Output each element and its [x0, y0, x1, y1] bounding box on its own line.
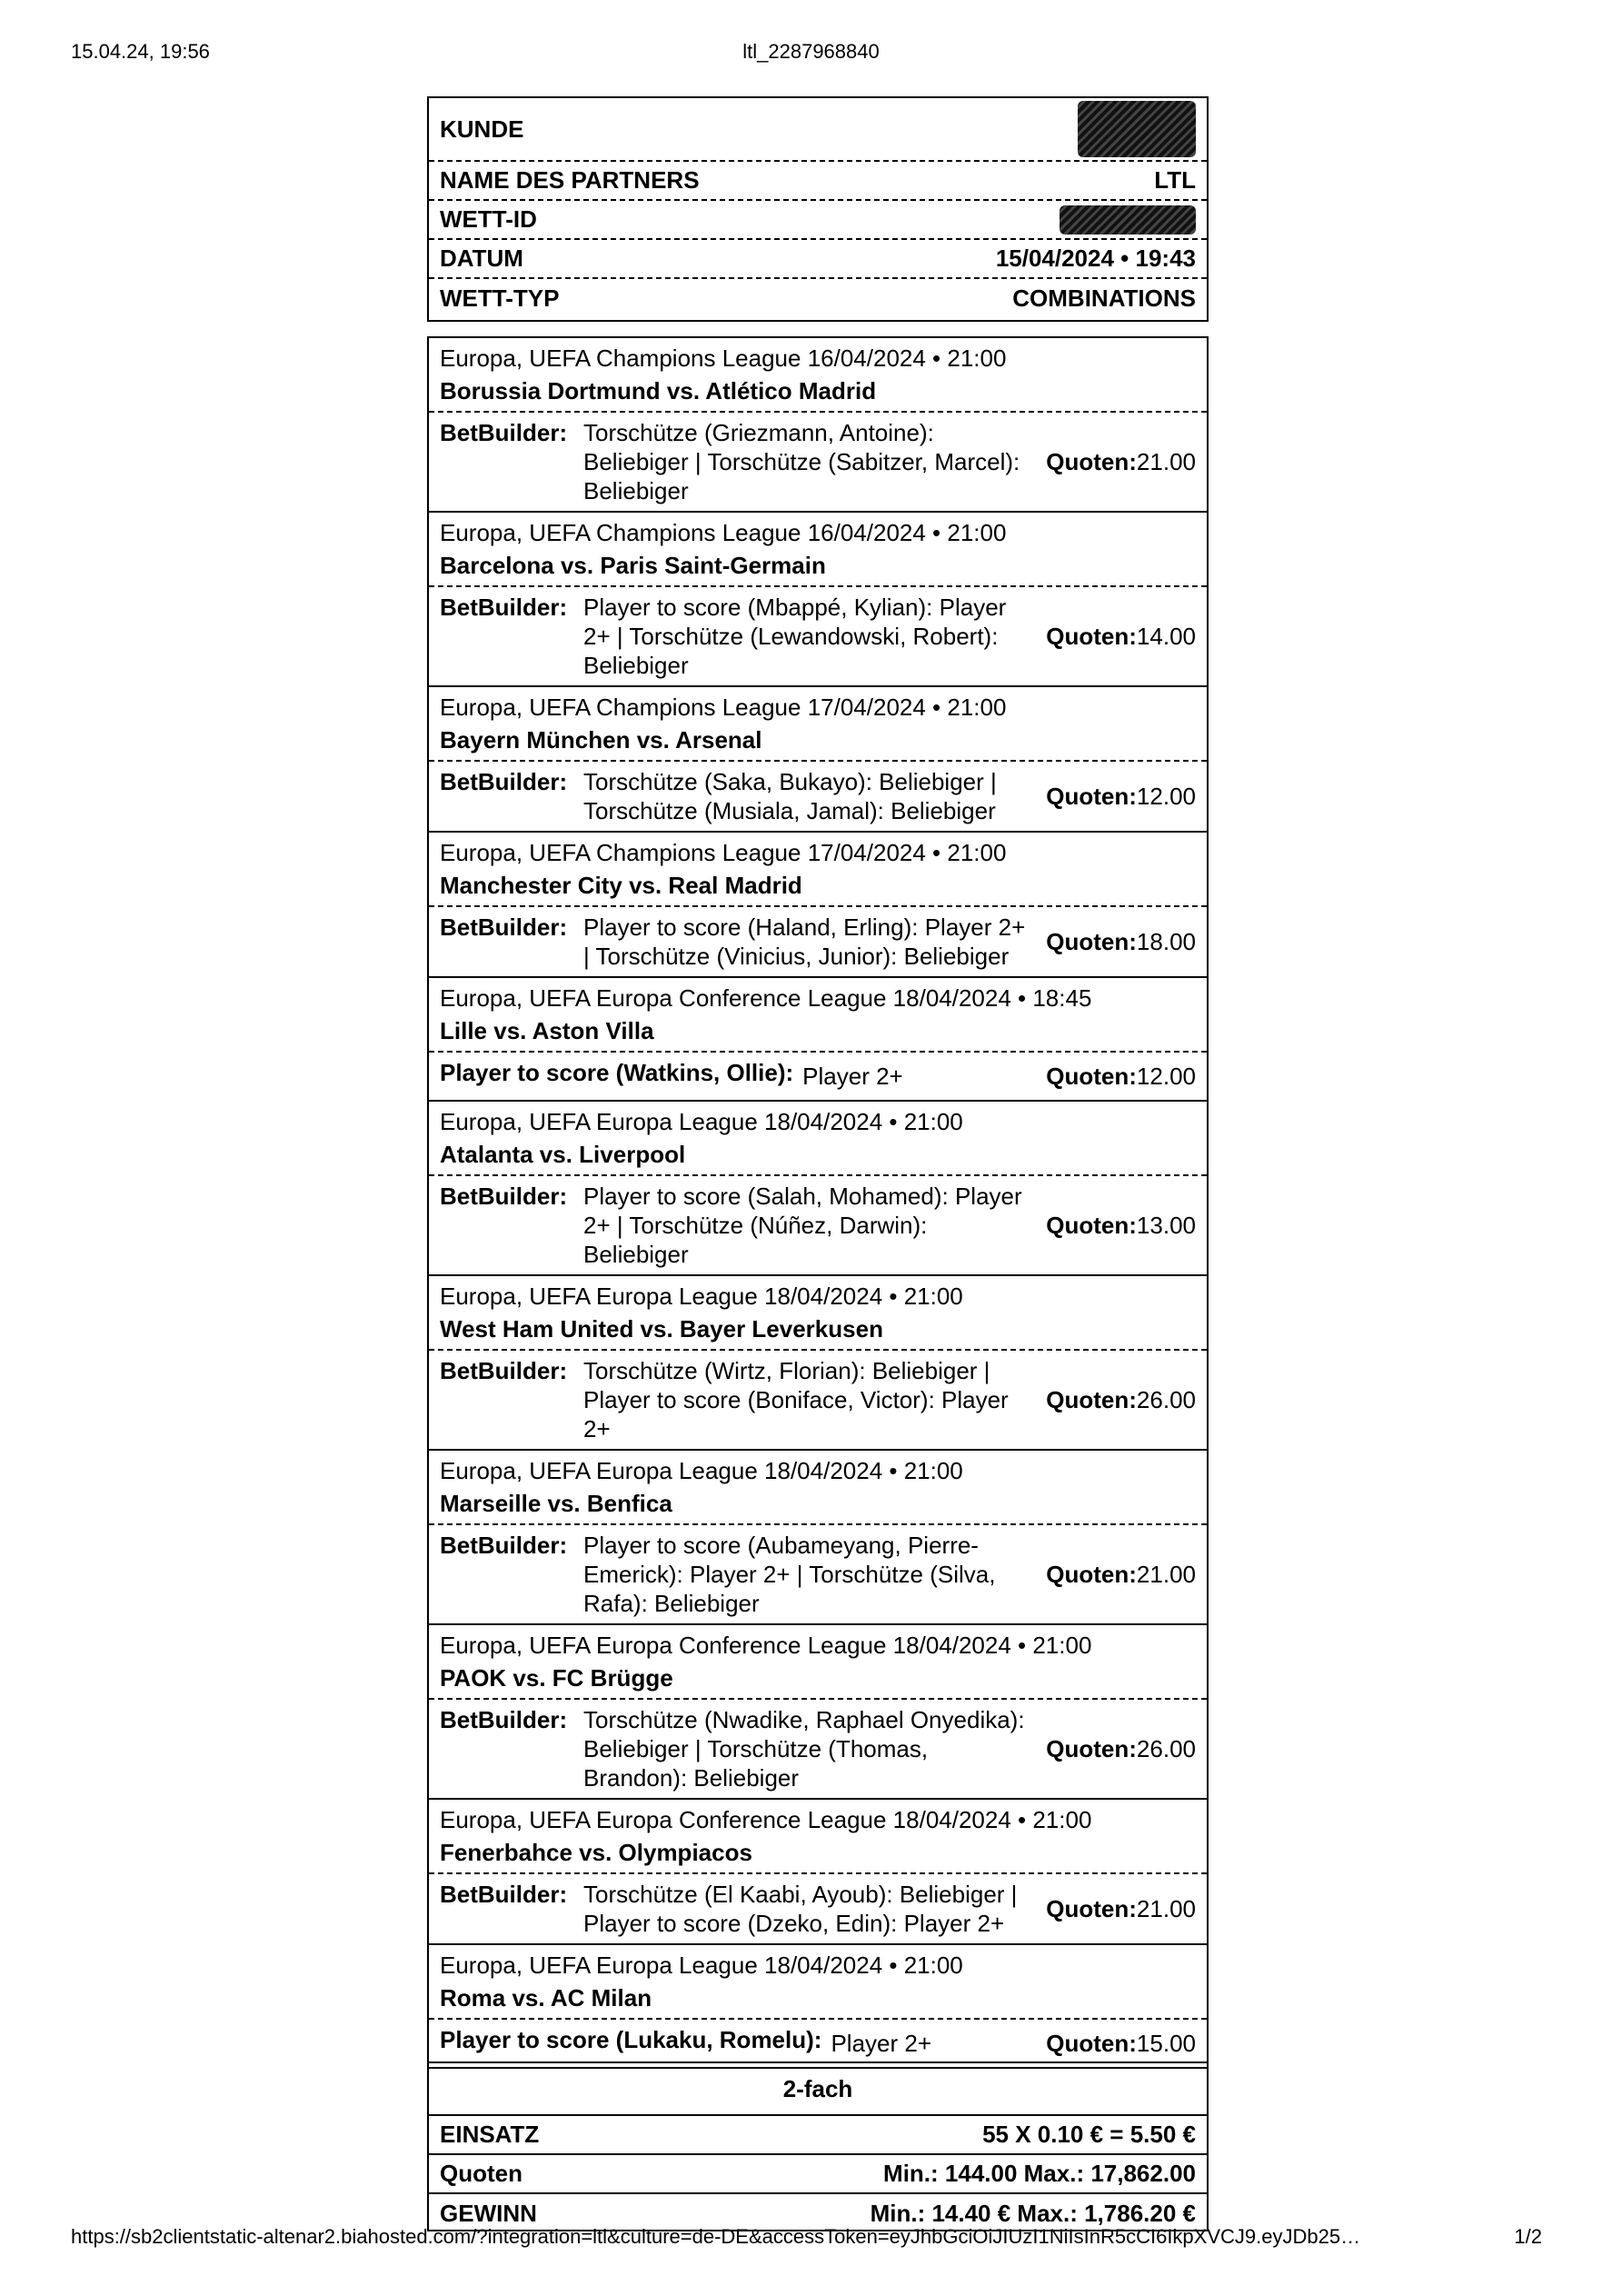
summary-row-einsatz — [429, 2116, 1207, 2155]
match-name: Marseille vs. Benfica — [440, 1490, 672, 1517]
odds-value: 26.00 — [1136, 1735, 1196, 1762]
odds-label: Quoten: — [1046, 1735, 1137, 1762]
odds-label: Quoten: — [1046, 1386, 1137, 1413]
selection-header — [429, 1800, 1207, 1874]
odds-value: 21.00 — [1136, 1895, 1196, 1922]
selection-header — [429, 1451, 1207, 1525]
competition-info: Europa, UEFA Europa League 18/04/2024 • 21:00 — [440, 1283, 963, 1310]
competition-info: Europa, UEFA Europa League 18/04/2024 • 21:00 — [440, 1952, 963, 1979]
bet-description: Torschütze (Wirtz, Florian): Beliebiger | Player to score (Boniface, Victor): Player 2+ — [583, 1357, 1009, 1442]
competition-info: Europa, UEFA Europa League 18/04/2024 • 21:00 — [440, 1457, 963, 1484]
odds-label: Quoten: — [1046, 1212, 1137, 1239]
datum-label: DATUM — [440, 245, 523, 272]
selection-header — [429, 513, 1207, 587]
bet-description: Player 2+ — [802, 1063, 903, 1090]
competition-info: Europa, UEFA Champions League 16/04/2024 • 21:00 — [440, 344, 1007, 372]
einsatz-label: EINSATZ — [440, 2121, 540, 2148]
selection-header — [429, 1276, 1207, 1351]
match-name: PAOK vs. FC Brügge — [440, 1664, 673, 1692]
bet-line — [429, 587, 1207, 685]
match-name: Barcelona vs. Paris Saint-Germain — [440, 552, 826, 579]
bet-label: BetBuilder: — [440, 1881, 568, 1908]
odds — [1046, 782, 1196, 811]
gewinn-value: Min.: 14.40 € Max.: 1,786.20 € — [870, 2200, 1196, 2227]
bet-description: Torschütze (Saka, Bukayo): Beliebiger | Torschütze (Musiala, Jamal): Beliebiger — [583, 768, 997, 824]
odds-label: Quoten: — [1046, 2030, 1137, 2057]
odds-value: 15.00 — [1136, 2030, 1196, 2057]
gewinn-label: GEWINN — [440, 2200, 537, 2227]
print-url: https://sb2clientstatic-altenar2.biahosted.com/?integration=ltl&culture=de-DE&accessToken=eyJhbGciOiJIUzI1NiIsInR5cCI6IkpXVCJ9.eyJDb25… — [71, 2225, 1361, 2248]
bet-description: Player 2+ — [831, 2030, 932, 2057]
match-name: Lille vs. Aston Villa — [440, 1017, 654, 1044]
odds-label: Quoten: — [1046, 448, 1137, 475]
odds-value: 13.00 — [1136, 1212, 1196, 1239]
wett-typ-label: WETT-TYP — [440, 285, 560, 312]
match-name: Manchester City vs. Real Madrid — [440, 872, 802, 899]
competition-info: Europa, UEFA Europa Conference League 18/04/2024 • 21:00 — [440, 1632, 1092, 1659]
match-name: West Ham United vs. Bayer Leverkusen — [440, 1315, 883, 1343]
selection-header — [429, 1102, 1207, 1176]
info-row-wett-typ — [429, 279, 1207, 318]
selection-header — [429, 1625, 1207, 1700]
bet-line — [429, 413, 1207, 511]
odds — [1046, 1062, 1196, 1091]
bet-line — [429, 1053, 1207, 1100]
partner-label: NAME DES PARTNERS — [440, 166, 700, 194]
bet-description: Player to score (Salah, Mohamed): Player 2+ | Torschütze (Núñez, Darwin): Beliebiger — [583, 1183, 1022, 1268]
competition-info: Europa, UEFA Europa League 18/04/2024 • 21:00 — [440, 1108, 963, 1135]
odds — [1046, 1211, 1196, 1240]
wett-id-label: WETT-ID — [440, 205, 537, 233]
system-type: 2-fach — [429, 2063, 1207, 2116]
bet-label: BetBuilder: — [440, 419, 568, 446]
einsatz-value: 55 X 0.10 € = 5.50 € — [982, 2121, 1196, 2148]
odds-value: 18.00 — [1136, 928, 1196, 955]
bet-label: BetBuilder: — [440, 594, 568, 621]
competition-info: Europa, UEFA Champions League 17/04/2024 • 21:00 — [440, 839, 1007, 866]
bet-description: Torschütze (Nwadike, Raphael Onyedika): Beliebiger | Torschütze (Thomas, Brandon): Beliebiger — [583, 1706, 1025, 1792]
selection — [429, 1276, 1207, 1451]
competition-info: Europa, UEFA Europa Conference League 18/04/2024 • 21:00 — [440, 1806, 1092, 1833]
odds — [1046, 1734, 1196, 1763]
odds-value: 26.00 — [1136, 1386, 1196, 1413]
match-name: Atalanta vs. Liverpool — [440, 1141, 686, 1168]
print-footer — [71, 2225, 1551, 2252]
odds — [1046, 2029, 1196, 2058]
summary-table — [427, 2061, 1209, 2231]
selection — [429, 978, 1207, 1102]
selection-header — [429, 338, 1207, 413]
odds-value: 14.00 — [1136, 623, 1196, 650]
bet-line — [429, 1351, 1207, 1449]
match-name: Borussia Dortmund vs. Atlético Madrid — [440, 377, 877, 404]
odds — [1046, 927, 1196, 956]
odds-value: 12.00 — [1136, 1063, 1196, 1090]
selection-header — [429, 1945, 1207, 2020]
bet-label: BetBuilder: — [440, 913, 568, 941]
datum-value: 15/04/2024 • 19:43 — [995, 245, 1196, 272]
bet-line — [429, 762, 1207, 831]
odds-value: 21.00 — [1136, 1561, 1196, 1588]
summary-row-quoten — [429, 2155, 1207, 2194]
print-title: ltl_2287968840 — [742, 40, 880, 63]
bet-label: BetBuilder: — [440, 1183, 568, 1210]
page-number: 1/2 — [1514, 2225, 1542, 2248]
competition-info: Europa, UEFA Europa Conference League 18/04/2024 • 18:45 — [440, 984, 1092, 1012]
odds — [1046, 447, 1196, 476]
bet-label: BetBuilder: — [440, 1357, 568, 1384]
selection — [429, 513, 1207, 687]
redacted-customer — [1078, 101, 1196, 157]
bet-info-table — [427, 96, 1209, 322]
info-row-partner — [429, 162, 1207, 201]
bet-description: Player to score (Mbappé, Kylian): Player 2+ | Torschütze (Lewandowski, Robert): Beliebiger — [583, 594, 1007, 679]
odds-label: Quoten: — [1046, 1063, 1137, 1090]
bet-line — [429, 1176, 1207, 1274]
bet-label: BetBuilder: — [440, 768, 568, 795]
match-name: Roma vs. AC Milan — [440, 1984, 652, 2011]
odds-label: Quoten: — [1046, 783, 1137, 810]
kunde-label: KUNDE — [440, 115, 524, 143]
bet-description: Torschütze (El Kaabi, Ayoub): Beliebiger | Player to score (Dzeko, Edin): Player 2+ — [583, 1881, 1018, 1937]
print-date: 15.04.24, 19:56 — [71, 40, 210, 63]
bet-label: Player to score (Watkins, Ollie): — [440, 1059, 794, 1086]
info-row-datum — [429, 240, 1207, 279]
selection — [429, 1945, 1207, 2067]
selection — [429, 1102, 1207, 1276]
selections-table — [427, 336, 1209, 2069]
odds-value: 12.00 — [1136, 783, 1196, 810]
quoten-label: Quoten — [440, 2160, 522, 2187]
odds-label: Quoten: — [1046, 1561, 1137, 1588]
wett-typ-value: COMBINATIONS — [1012, 285, 1196, 312]
partner-value: LTL — [1154, 166, 1196, 194]
selection — [429, 338, 1207, 513]
print-header — [71, 40, 1551, 67]
selection-header — [429, 978, 1207, 1053]
match-name: Bayern München vs. Arsenal — [440, 726, 762, 754]
competition-info: Europa, UEFA Champions League 16/04/2024 • 21:00 — [440, 519, 1007, 546]
odds — [1046, 1385, 1196, 1414]
bet-label: Player to score (Lukaku, Romelu): — [440, 2026, 822, 2053]
selection — [429, 1800, 1207, 1945]
bet-line — [429, 907, 1207, 976]
selection — [429, 687, 1207, 833]
selection-header — [429, 687, 1207, 762]
selection — [429, 833, 1207, 978]
odds-label: Quoten: — [1046, 1895, 1137, 1922]
bet-description: Torschütze (Griezmann, Antoine): Beliebiger | Torschütze (Sabitzer, Marcel): Beliebiger — [583, 419, 1020, 504]
quoten-value: Min.: 144.00 Max.: 17,862.00 — [883, 2160, 1196, 2187]
bet-label: BetBuilder: — [440, 1706, 568, 1733]
info-row-wett-id — [429, 201, 1207, 240]
redacted-wett-id — [1060, 205, 1196, 235]
selection — [429, 1451, 1207, 1625]
bet-line — [429, 1700, 1207, 1798]
odds-label: Quoten: — [1046, 623, 1137, 650]
competition-info: Europa, UEFA Champions League 17/04/2024 • 21:00 — [440, 694, 1007, 721]
bet-line — [429, 1874, 1207, 1943]
odds-value: 21.00 — [1136, 448, 1196, 475]
info-row-kunde — [429, 98, 1207, 162]
bet-line — [429, 1525, 1207, 1623]
odds-label: Quoten: — [1046, 928, 1137, 955]
selection-header — [429, 833, 1207, 907]
match-name: Fenerbahce vs. Olympiacos — [440, 1839, 752, 1866]
bet-description: Player to score (Aubameyang, Pierre-Emerick): Player 2+ | Torschütze (Silva, Rafa): Beliebiger — [583, 1532, 996, 1617]
odds — [1046, 1560, 1196, 1589]
selection — [429, 1625, 1207, 1800]
odds — [1046, 622, 1196, 651]
bet-description: Player to score (Haland, Erling): Player 2+ | Torschütze (Vinicius, Junior): Beliebiger — [583, 913, 1026, 970]
bet-label: BetBuilder: — [440, 1532, 568, 1559]
bet-line — [429, 2020, 1207, 2067]
odds — [1046, 1894, 1196, 1923]
